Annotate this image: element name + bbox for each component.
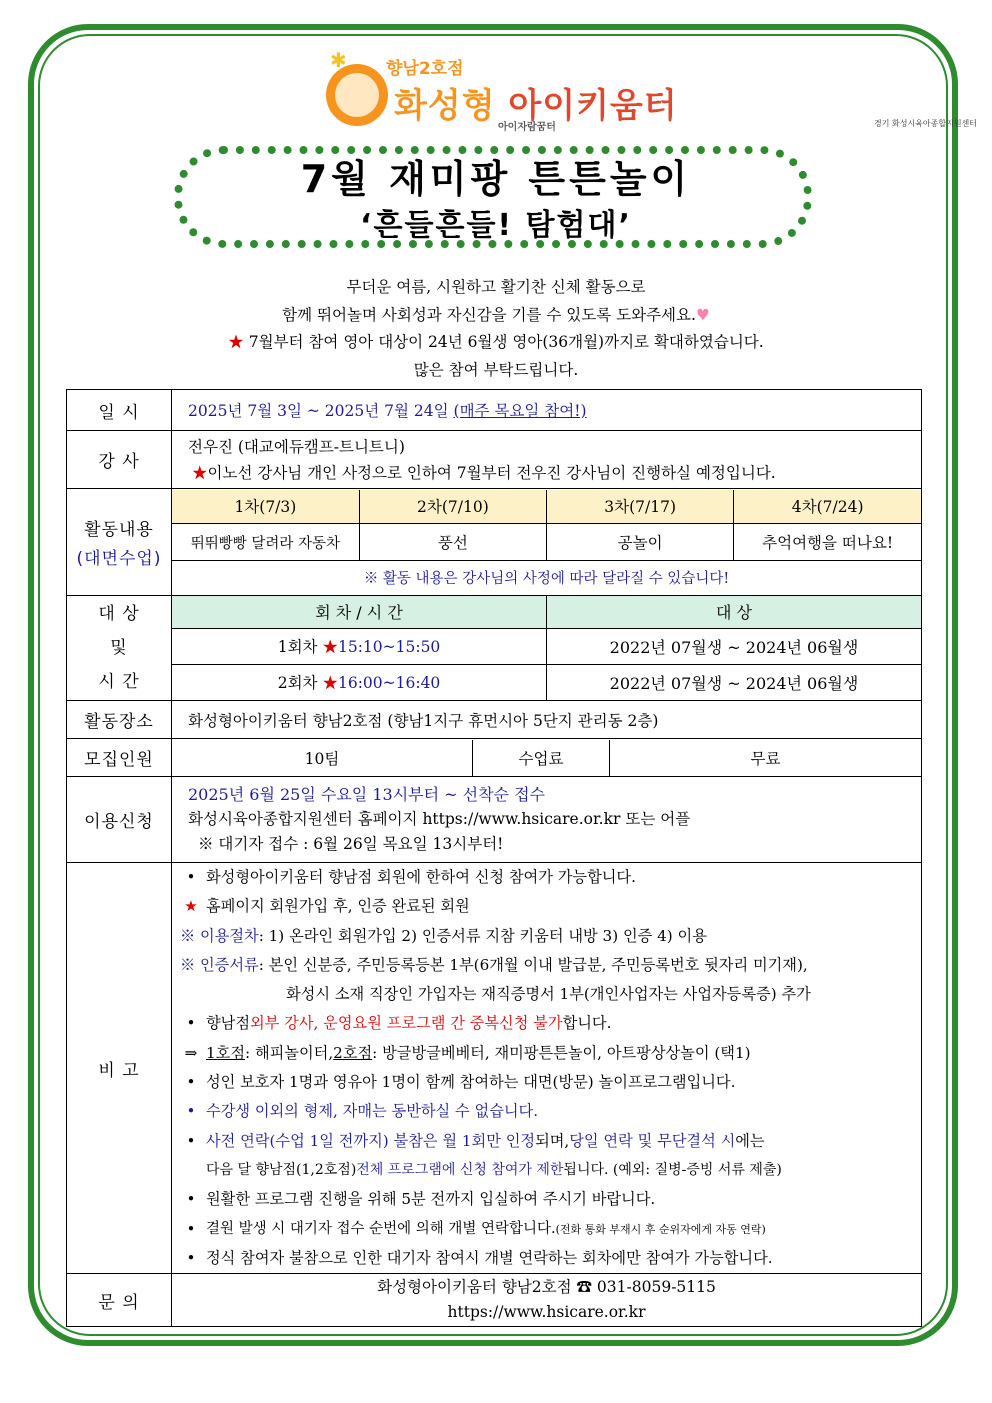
logo-branch: 향남2호점 [386,59,464,79]
schedule-value [172,390,922,431]
remark-text: : 본인 신분증, 주민등록등본 1부(6개월 이내 발급분, 주민등록번호 뒷자리 미기재), [258,955,808,974]
star-icon: ★ [228,333,244,351]
star-icon: ★ [184,897,198,916]
remark-item [176,1097,917,1126]
intro-line4: 많은 참여 부탁드립니다. [413,360,579,379]
schedule-dates: 2025년 7월 3일 ~ 2025년 7월 24일 [188,402,454,420]
teacher-name: 전우진 (대교에듀캠프-트니트니) [188,437,405,456]
session-2: 2차(7/10) [359,490,546,524]
round-2 [172,664,547,700]
intro-text [0,274,992,384]
star-icon: ★ [322,674,338,693]
remark-highlight: 당일 연락 및 무단결석 시 [569,1131,736,1150]
round-2-target: 2022년 07월생 ~ 2024년 06월생 [547,664,922,700]
remark-head: ※ 이용절차 [180,926,259,945]
contact-line1: 화성형아이키움터 향남2호점 ☎ 031-8059-5115 [377,1278,716,1297]
logo-face-icon [326,64,388,126]
arrow-icon: ⇒ [184,1043,198,1062]
remark-text: 수강생 이외의 형제, 자매는 동반하실 수 없습니다. [206,1102,539,1121]
apply-label: 이용신청 [67,777,172,863]
place-label: 활동장소 [67,701,172,739]
remarks-cell [172,863,922,1274]
logo-star-icon: ✱ [330,48,347,72]
bullet-icon: • [186,1073,196,1092]
remark-highlight: 전체 프로그램에 신청 참여가 제한 [356,1161,564,1178]
session-4: 4차(7/24) [734,490,921,524]
remark-text: : 방글방글베베터, 재미팡튼튼놀이, 아트팡상상놀이 (택1) [372,1043,751,1062]
remark-head: ※ 인증서류 [180,955,259,974]
remark-text: 성인 보호자 1명과 영유아 1명이 함께 참여하는 대면(방문) 놀이프로그램입니다. [206,1073,736,1092]
recruit-cell [172,739,922,777]
apply-line1: 2025년 6월 25일 수요일 13시부터 ~ 선착순 접수 [188,785,546,804]
round-1 [172,628,547,664]
remark-text: 다음 달 향남점(1,2호점) [206,1161,357,1178]
title-line2: ‘흔들흔들! 탐험대’ [360,208,632,243]
bullet-icon: • [186,1248,196,1267]
remark-item [176,863,917,892]
bullet-icon: • [186,868,196,886]
remark-text: 원활한 프로그램 진행을 위해 5분 전까지 입실하여 주시기 바랍니다. [206,1190,656,1209]
round-1-label: 1회차 [277,638,323,656]
heart-icon: ♥ [695,305,710,324]
contact-cell [172,1274,922,1327]
bullet-icon: • [186,1014,196,1033]
intro-line3 [0,329,992,357]
remarks-label: 비 고 [67,863,172,1274]
remark-highlight: 사전 연락(수업 1일 전까지) 불참은 월 1회만 인정 [206,1131,536,1150]
target-label [67,596,172,701]
activity-label [67,489,172,596]
star-icon: ★ [192,463,208,482]
star-icon: ★ [322,638,338,656]
remark-item [176,892,917,921]
teacher-note-text: 이노선 강사님 개인 사정으로 인하여 7월부터 전우진 강사님이 진행하실 예정입니다. [207,463,776,482]
fee-label: 수업료 [473,740,610,776]
activity-note: ※ 활동 내용은 강사님의 사정에 따라 달라질 수 있습니다! [363,571,730,588]
recruit-count: 10팀 [172,740,473,776]
bullet-icon: • [186,1102,196,1121]
target-cell [172,596,922,701]
remark-highlight: 외부 강사, 운영요원 프로그램 간 중복신청 불가 [250,1014,563,1033]
teacher-label: 강 사 [67,431,172,489]
remark-item [176,1068,917,1097]
remark-item [176,922,917,951]
round-1-time: 15:10~15:50 [337,638,441,656]
activity-cell [172,489,922,596]
schedule-note: (매주 목요일 참여!) [453,402,587,420]
recruit-label: 모집인원 [67,739,172,777]
remark-small: (전화 통화 부재시 후 순위자에게 자동 연락) [555,1222,766,1236]
teacher-cell [172,431,922,489]
activity-table [172,490,921,595]
activity-label-sub: (대면수업) [76,549,162,569]
remark-text: 화성형아이키움터 향남점 회원에 한하여 신청 참여가 가능합니다. [206,868,636,886]
info-table [66,389,922,1327]
remark-text: : 1) 온라인 회원가입 2) 인증서류 지참 키움터 내방 3) 인증 4) 이용 [258,926,707,945]
apply-line3: ※ 대기자 접수 : 6월 26일 목요일 13시부터! [198,835,504,853]
target-label-3: 시 간 [98,672,140,692]
remark-text: 됩니다. (예외: 질병-증빙 서류 제출) [563,1161,782,1178]
center-name: 경기 화성시육아종합지원센터 [874,119,978,128]
place-value: 화성형아이키움터 향남2호점 (향남1지구 휴먼시아 5단지 관리동 2층) [172,701,922,739]
logo [326,48,978,133]
title-line1: 7월 재미팡 튼튼놀이 [300,157,692,201]
remark-branch: 1호점 [206,1043,246,1062]
content-3: 공놀이 [547,524,734,561]
content-4: 추억여행을 떠나요! [734,524,921,561]
remark-text: 향남점 [206,1014,251,1033]
logo-main-a: 화성형 [394,86,509,126]
content-1: 뛰뛰빵빵 달려라 자동차 [172,524,359,561]
remark-item [176,1215,917,1244]
round-2-label: 2회차 [277,674,323,693]
schedule-label: 일 시 [67,390,172,431]
remark-text: 되며, [535,1131,570,1150]
intro-line2-text: 함께 뛰어놀며 사회성과 자신감을 기를 수 있도록 도와주세요. [282,305,696,324]
bullet-icon: • [186,1190,196,1209]
apply-line2: 화성시육아종합지원센터 홈페이지 https://www.hsicare.or.kr 또는 어플 [188,810,691,828]
intro-line1: 무더운 여름, 시원하고 활기찬 신체 활동으로 [346,278,646,296]
remark-text: 정식 참여자 불참으로 인한 대기자 참여시 개별 연락하는 회차에만 참여가 가능합니다. [206,1248,773,1267]
intro-line2 [0,302,992,330]
header-target: 대 상 [547,596,922,628]
remark-item [176,951,917,980]
contact-url[interactable]: https://www.hsicare.or.kr [447,1303,646,1322]
remark-item [176,1039,917,1068]
remark-text: : 해피놀이터, [245,1043,334,1062]
apply-cell [172,777,922,863]
remark-item [176,1185,917,1214]
remark-text: 합니다. [562,1014,612,1033]
round-2-time: 16:00~16:40 [337,674,441,693]
fee-value: 무료 [750,749,781,768]
target-label-2: 및 [110,638,128,658]
remark-item [176,1244,917,1273]
logo-sub: 아이자람꿈터 [498,122,556,133]
remark-item: 화성시 소재 직장인 가입자는 재직증명서 1부(개인사업자는 사업자등록증) 추가 [286,985,811,1004]
bullet-icon: • [186,1219,196,1238]
bullet-icon: • [186,1131,196,1150]
remark-item [176,1009,917,1038]
session-1: 1차(7/3) [172,490,359,524]
recruit-table [172,740,921,776]
target-table [172,596,921,700]
target-label-1: 대 상 [98,604,140,624]
remark-text: 결원 발생 시 대기자 접수 순번에 의해 개별 연락합니다. [206,1220,556,1237]
remark-text: 에는 [735,1131,765,1150]
remark-branch: 2호점 [333,1043,373,1062]
remark-item [176,1156,917,1185]
intro-line3-text: 7월부터 참여 영아 대상이 24년 6월생 영아(36개월)까지로 확대하였습니다. [243,333,764,351]
activity-label-text: 활동내용 [84,520,154,540]
teacher-note [188,460,921,486]
remark-item [176,1127,917,1156]
round-1-target: 2022년 07월생 ~ 2024년 06월생 [547,628,922,664]
header-time: 회 차 / 시 간 [172,596,547,628]
session-3: 3차(7/17) [547,490,734,524]
content-2: 풍선 [359,524,546,561]
remark-text: 홈페이지 회원가입 후, 인증 완료된 회원 [206,897,470,916]
contact-label: 문 의 [67,1274,172,1327]
logo-main-b: 아이키움터 [508,86,678,126]
